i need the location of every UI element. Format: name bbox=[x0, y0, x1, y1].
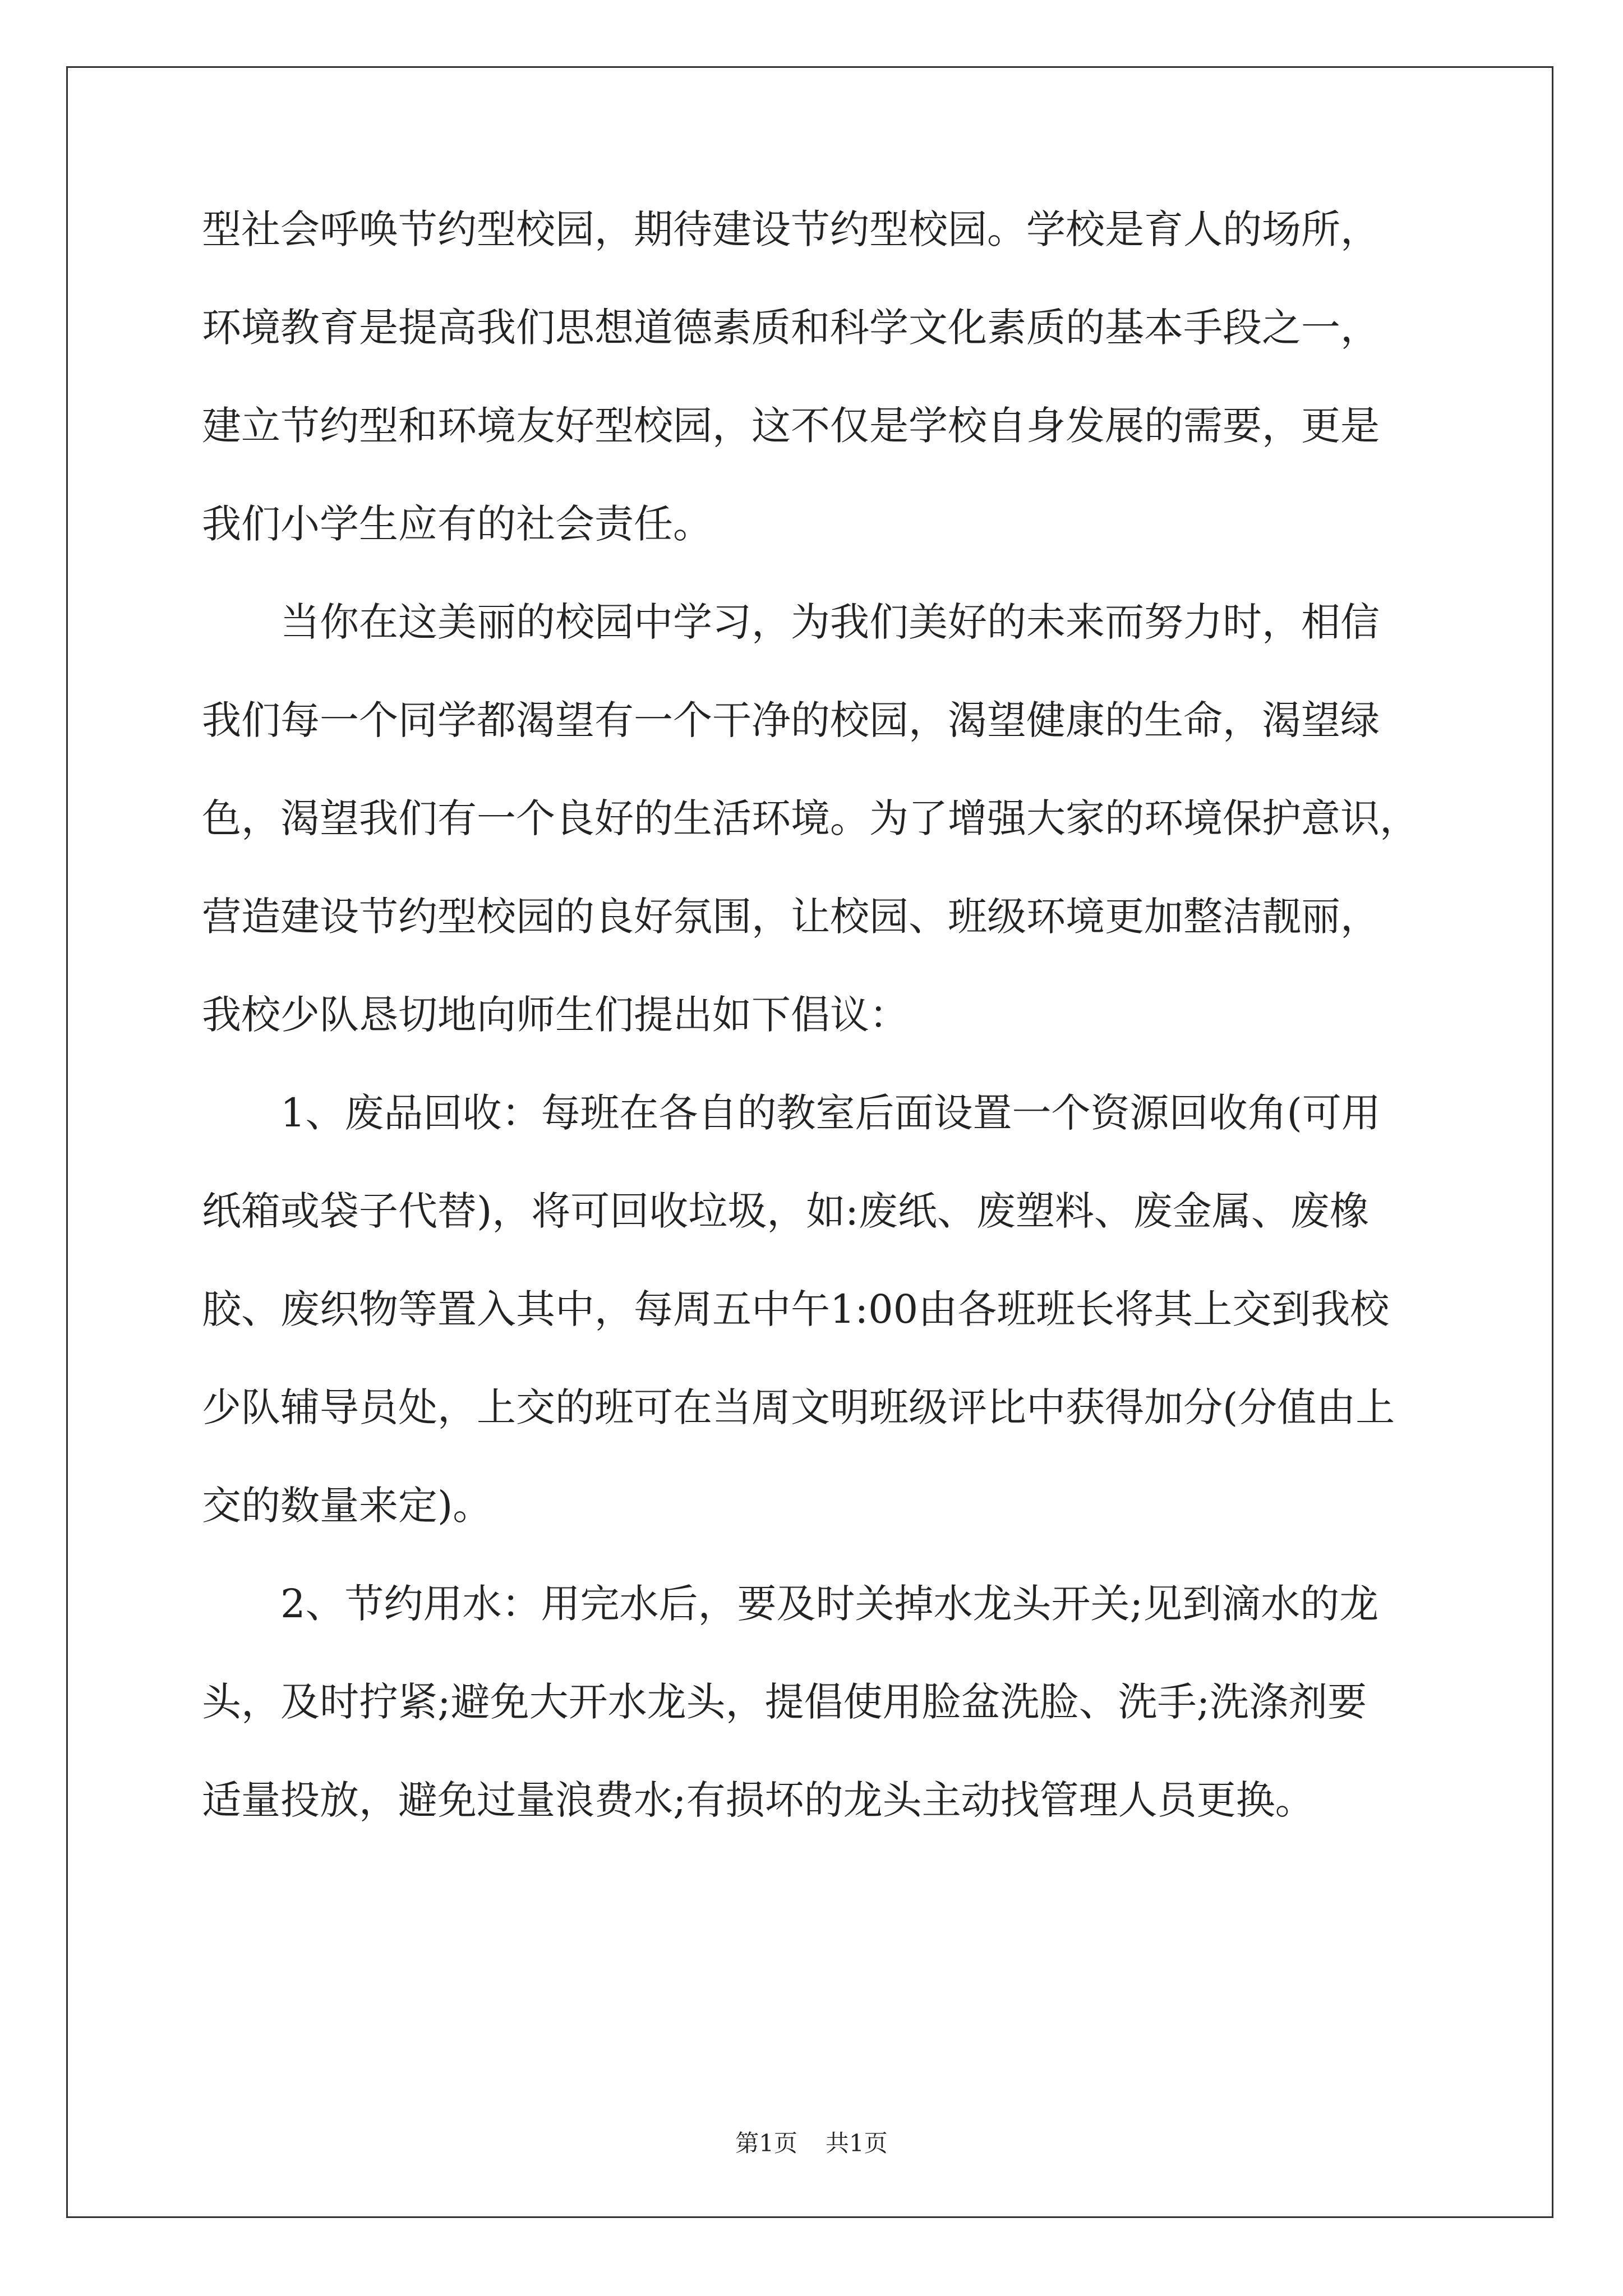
text-line: 2、节约用水：用完水后，要及时关掉水龙头开关;见到滴水的龙 bbox=[280, 1581, 1379, 1627]
text-line: 1、废品回收：每班在各自的教室后面设置一个资源回收角(可用 bbox=[280, 1090, 1381, 1136]
text-line: 少队辅导员处，上交的班可在当周文明班级评比中获得加分(分值由上 bbox=[202, 1384, 1395, 1430]
page-number: 第1页 bbox=[735, 2129, 797, 2157]
text-line: 交的数量来定)。 bbox=[202, 1483, 492, 1529]
text-line: 适量投放，避免过量浪费水;有损坏的龙头主动找管理人员更换。 bbox=[202, 1777, 1315, 1823]
text-line: 我校少队恳切地向师生们提出如下倡议： bbox=[202, 992, 909, 1038]
text-line: 型社会呼唤节约型校园，期待建设节约型校园。学校是育人的场所， bbox=[202, 206, 1380, 252]
text-line: 色，渴望我们有一个良好的生活环境。为了增强大家的环境保护意识， bbox=[202, 795, 1419, 841]
text-line: 当你在这美丽的校园中学习，为我们美好的未来而努力时，相信 bbox=[280, 599, 1380, 645]
page-total: 共1页 bbox=[826, 2129, 888, 2157]
text-line: 纸箱或袋子代替)，将可回收垃圾，如:废纸、废塑料、废金属、废橡 bbox=[202, 1188, 1369, 1234]
text-line: 头，及时拧紧;避免大开水龙头，提倡使用脸盆洗脸、洗手;洗涤剂要 bbox=[202, 1679, 1367, 1725]
document-body bbox=[202, 205, 1447, 1874]
text-line: 营造建设节约型校园的良好氛围，让校园、班级环境更加整洁靓丽， bbox=[202, 894, 1380, 940]
text-line: 胶、废织物等置入其中，每周五中午1:00由各班班长将其上交到我校 bbox=[202, 1286, 1390, 1332]
text-line: 我们每一个同学都渴望有一个干净的校园，渴望健康的生命，渴望绿 bbox=[202, 697, 1380, 743]
text-line: 建立节约型和环境友好型校园，这不仅是学校自身发展的需要，更是 bbox=[202, 403, 1380, 449]
page-footer bbox=[0, 2125, 1623, 2159]
text-line: 我们小学生应有的社会责任。 bbox=[202, 501, 712, 547]
text-line: 环境教育是提高我们思想道德素质和科学文化素质的基本手段之一， bbox=[202, 305, 1380, 351]
